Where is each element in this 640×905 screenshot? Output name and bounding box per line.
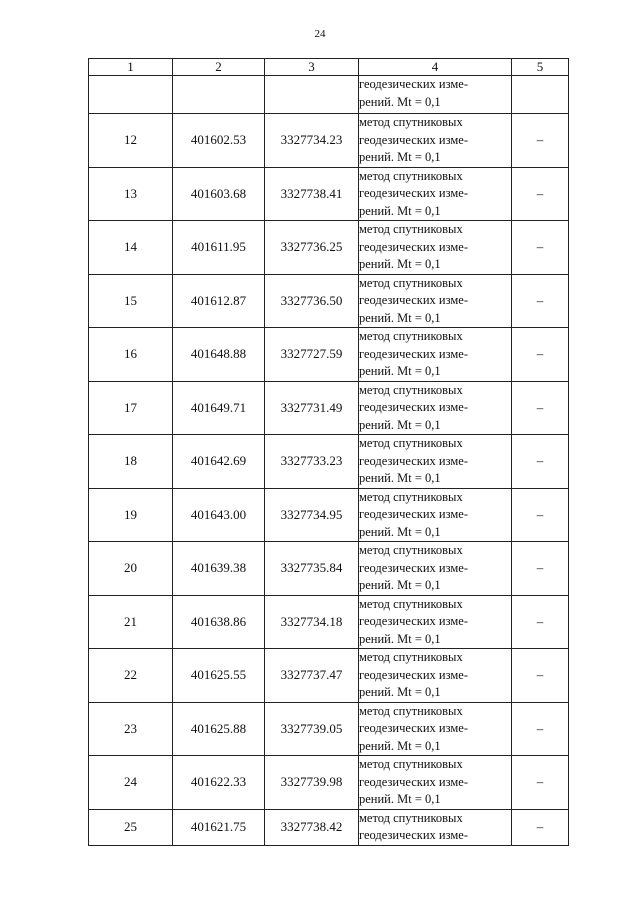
method-line: рений. Mt = 0,1	[359, 578, 441, 592]
x-coordinate-cell: 401648.88	[173, 328, 265, 382]
y-coordinate-cell: 3327739.05	[265, 702, 359, 756]
table-row	[89, 328, 569, 382]
note-cell: –	[512, 649, 569, 703]
point-number-cell: 13	[89, 167, 173, 221]
table-row	[89, 488, 569, 542]
method-line: рений. Mt = 0,1	[359, 738, 441, 753]
point-number-cell: 16	[89, 328, 173, 382]
method-line: метод спутниковых	[359, 596, 463, 611]
method-line: геодезических изме-	[359, 774, 468, 789]
method-line: метод спутниковых	[359, 329, 463, 343]
point-number-cell: 20	[89, 542, 173, 596]
method-line: геодезических изме-	[359, 667, 468, 682]
point-number-cell: 25	[89, 809, 173, 845]
empty-cell	[265, 76, 359, 114]
method-line: рений. Mt = 0,1	[359, 310, 441, 325]
method-cell	[359, 756, 512, 810]
note-cell: –	[512, 809, 569, 845]
y-coordinate-cell: 3327739.98	[265, 756, 359, 810]
table-row	[89, 702, 569, 756]
y-coordinate-cell: 3327738.41	[265, 167, 359, 221]
table-row	[89, 595, 569, 649]
method-line: метод спутниковых	[359, 757, 463, 771]
page-number: 24	[314, 28, 326, 40]
note-cell: –	[512, 488, 569, 542]
empty-cell	[89, 76, 173, 114]
column-header-4: 4	[359, 59, 512, 76]
y-coordinate-cell: 3327734.23	[265, 114, 359, 168]
method-cell	[359, 809, 512, 845]
method-line: рений. Mt = 0,1	[359, 150, 441, 164]
table-header-row	[89, 59, 569, 76]
method-line: геодезических изме-	[359, 721, 468, 735]
method-cell	[359, 114, 512, 168]
x-coordinate-cell: 401602.53	[173, 114, 265, 168]
note-cell: –	[512, 381, 569, 435]
method-line: геодезических изме-	[359, 293, 468, 307]
y-coordinate-cell: 3327731.49	[265, 381, 359, 435]
method-line: геодезических изме-	[359, 453, 468, 468]
x-coordinate-cell: 401639.38	[173, 542, 265, 596]
method-line: метод спутниковых	[359, 489, 463, 504]
table-row	[89, 756, 569, 810]
coordinates-table	[88, 58, 569, 846]
method-line: геодезических изме-	[359, 507, 468, 521]
point-number-cell: 22	[89, 649, 173, 703]
method-line: рений. Mt = 0,1	[359, 792, 441, 806]
x-coordinate-cell: 401638.86	[173, 595, 265, 649]
x-coordinate-cell: 401603.68	[173, 167, 265, 221]
method-line: рений. Mt = 0,1	[359, 364, 441, 378]
point-number-cell: 14	[89, 221, 173, 275]
table-row	[89, 274, 569, 328]
method-line: геодезических изме-	[359, 560, 468, 575]
method-line: метод спутниковых	[359, 382, 463, 397]
note-cell: –	[512, 542, 569, 596]
table-row	[89, 649, 569, 703]
method-cell	[359, 274, 512, 328]
y-coordinate-cell: 3327727.59	[265, 328, 359, 382]
method-cell	[359, 595, 512, 649]
y-coordinate-cell: 3327736.50	[265, 274, 359, 328]
column-header-2: 2	[173, 59, 265, 76]
method-cell	[359, 76, 512, 114]
method-line: рений. Mt = 0,1	[359, 631, 441, 646]
note-cell: –	[512, 221, 569, 275]
note-cell: –	[512, 595, 569, 649]
method-line: геодезических изме-	[359, 77, 468, 91]
method-cell	[359, 649, 512, 703]
y-coordinate-cell: 3327733.23	[265, 435, 359, 489]
point-number-cell: 19	[89, 488, 173, 542]
point-number-cell: 23	[89, 702, 173, 756]
method-line: геодезических изме-	[359, 614, 468, 628]
point-number-cell: 21	[89, 595, 173, 649]
method-line: метод спутниковых	[359, 810, 463, 825]
y-coordinate-cell: 3327737.47	[265, 649, 359, 703]
x-coordinate-cell: 401642.69	[173, 435, 265, 489]
y-coordinate-cell: 3327734.95	[265, 488, 359, 542]
y-coordinate-cell: 3327734.18	[265, 595, 359, 649]
x-coordinate-cell: 401649.71	[173, 381, 265, 435]
method-line: метод спутниковых	[359, 650, 463, 664]
x-coordinate-cell: 401621.75	[173, 809, 265, 845]
continuation-row	[89, 76, 569, 114]
y-coordinate-cell: 3327738.42	[265, 809, 359, 845]
method-line: геодезических изме-	[359, 186, 468, 200]
x-coordinate-cell: 401643.00	[173, 488, 265, 542]
method-line: геодезических изме-	[359, 828, 468, 842]
note-cell: –	[512, 756, 569, 810]
point-number-cell: 15	[89, 274, 173, 328]
table-row	[89, 435, 569, 489]
note-cell: –	[512, 167, 569, 221]
method-line: метод спутниковых	[359, 115, 463, 129]
method-line: геодезических изме-	[359, 132, 468, 147]
x-coordinate-cell: 401625.88	[173, 702, 265, 756]
point-number-cell: 17	[89, 381, 173, 435]
column-header-5: 5	[512, 59, 569, 76]
method-cell	[359, 435, 512, 489]
method-line: метод спутниковых	[359, 703, 463, 718]
column-header-1: 1	[89, 59, 173, 76]
method-cell	[359, 542, 512, 596]
table-row	[89, 381, 569, 435]
empty-cell	[173, 76, 265, 114]
method-cell	[359, 328, 512, 382]
method-cell	[359, 381, 512, 435]
method-line: метод спутниковых	[359, 543, 463, 557]
table-row	[89, 167, 569, 221]
note-cell: –	[512, 702, 569, 756]
empty-cell	[512, 76, 569, 114]
x-coordinate-cell: 401611.95	[173, 221, 265, 275]
method-line: метод спутниковых	[359, 222, 463, 236]
method-line: рений. Mt = 0,1	[359, 203, 441, 218]
table-row	[89, 809, 569, 845]
method-line: метод спутниковых	[359, 436, 463, 450]
point-number-cell: 24	[89, 756, 173, 810]
note-cell: –	[512, 435, 569, 489]
method-line: геодезических изме-	[359, 400, 468, 414]
method-line: рений. Mt = 0,1	[359, 524, 441, 539]
method-line: геодезических изме-	[359, 239, 468, 254]
method-cell	[359, 488, 512, 542]
table-row	[89, 221, 569, 275]
note-cell: –	[512, 114, 569, 168]
method-line: метод спутниковых	[359, 275, 463, 290]
y-coordinate-cell: 3327735.84	[265, 542, 359, 596]
method-cell	[359, 702, 512, 756]
table-row	[89, 114, 569, 168]
method-line: рений. Mt = 0,1	[359, 685, 441, 699]
x-coordinate-cell: 401612.87	[173, 274, 265, 328]
method-line: геодезических изме-	[359, 346, 468, 361]
x-coordinate-cell: 401622.33	[173, 756, 265, 810]
method-line: рений. Mt = 0,1	[359, 94, 441, 109]
method-line: метод спутниковых	[359, 168, 463, 183]
method-cell	[359, 221, 512, 275]
point-number-cell: 18	[89, 435, 173, 489]
point-number-cell: 12	[89, 114, 173, 168]
table-row	[89, 542, 569, 596]
x-coordinate-cell: 401625.55	[173, 649, 265, 703]
note-cell: –	[512, 274, 569, 328]
method-line: рений. Mt = 0,1	[359, 417, 441, 432]
method-cell	[359, 167, 512, 221]
column-header-3: 3	[265, 59, 359, 76]
y-coordinate-cell: 3327736.25	[265, 221, 359, 275]
note-cell: –	[512, 328, 569, 382]
method-line: рений. Mt = 0,1	[359, 471, 441, 485]
method-line: рений. Mt = 0,1	[359, 257, 441, 271]
